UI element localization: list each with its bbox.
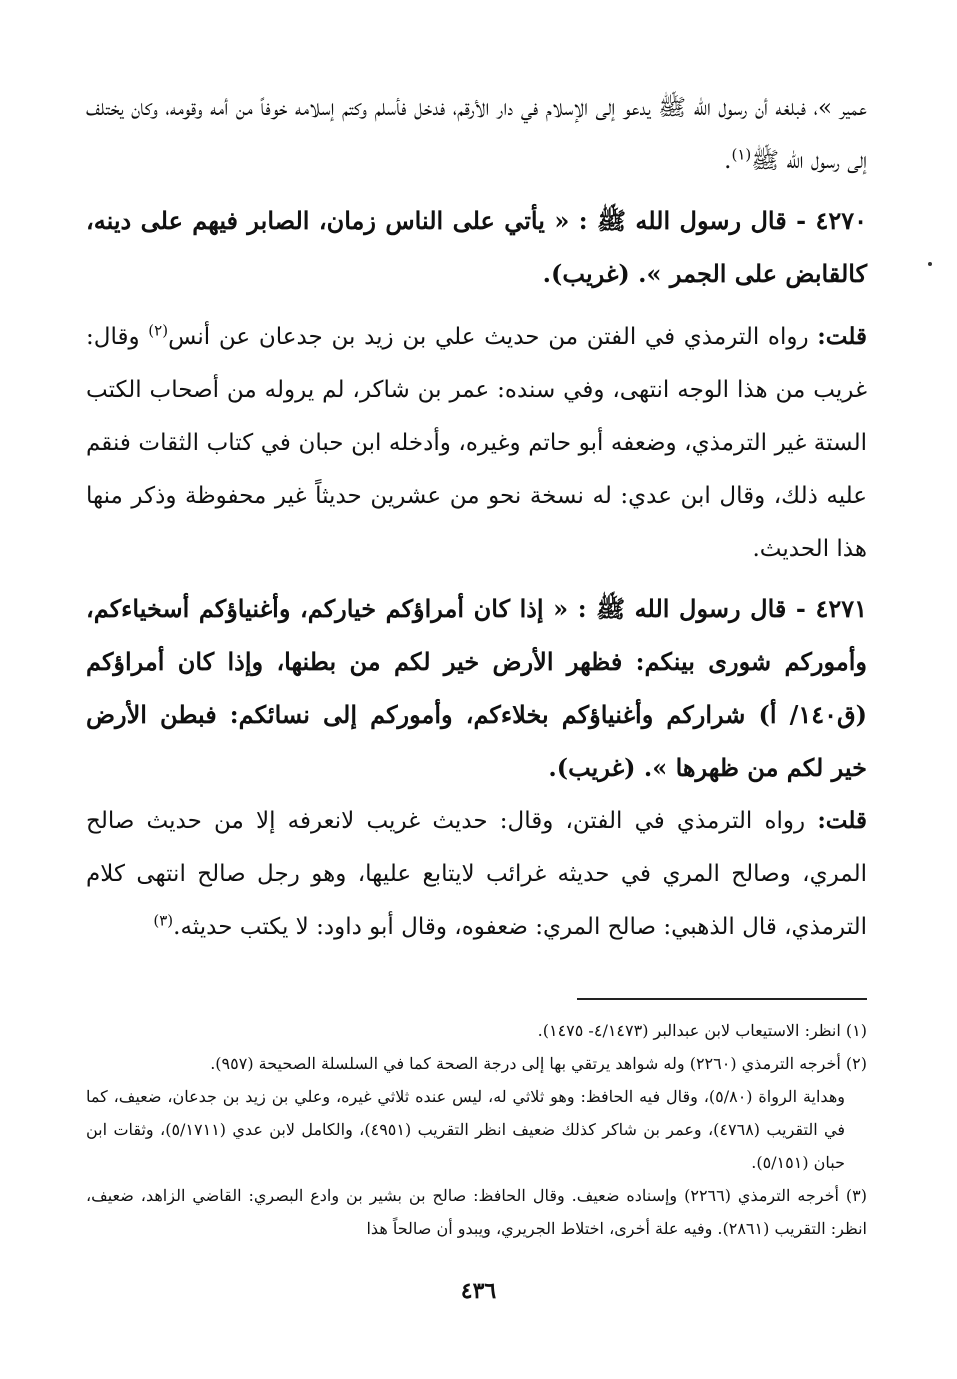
qult-label: قلت:	[817, 323, 867, 350]
continuation-line-1: عمير »، فبلغه أن رسول الله ﷺ يدعو إلى الإسلام في دار الأرقم، فدخل فأسلم وكتم	[342, 95, 867, 121]
footnote-2-continued: وهداية الرواة (٥/٨٠)، وقال فيه الحافظ: وهو ثلاثي له، ليس عنده ثلاثي غيره، وعلي بن زيد بن جدعان، ضعيف، كما في التقريب (٤٧٦٨)، وعمر بن شاكر كذلك ضعيف انظر التقريب (٤٩٥١)، والكامل لابن عدي (٥/١٧١١)، وثقات ابن حبان (٥/١٥١).	[86, 1087, 845, 1172]
hadith-4271: ٤٢٧١ - قال رسول الله ﷺ : « إذا كان أمراؤكم خياركم، وأغنياؤكم أسخياءكم، وأموركم شورى بينكم: فظهر الأرض خير لكم من بطنها، وإذا كان أمراؤكم (ق١٤٠/ أ) شراركم وأغنياؤكم بخلاءكم، وأموركم إلى نسائكم: فبطن الأرض خير لكم من ظهرها ». (غريب).	[86, 594, 867, 782]
continuation-paragraph	[86, 82, 867, 188]
qult-label: قلت:	[817, 807, 867, 834]
continuation-line-2: إسلامه خوفاً من أمه وقومه، وكان يختلف إلى رسول الله ﷺ	[86, 95, 867, 174]
footnotes	[86, 1014, 867, 1245]
footnote-1: (١) انظر: الاستيعاب لابن عبدالبر (٤/١٤٧٣- ١٤٧٥).	[537, 1021, 867, 1040]
footnote-3: (٣) أخرجه الترمذي (٢٢٦٦) وإسناده ضعيف. وقال الحافظ: صالح بن بشير بن وادع البصري: القاضي الزاهد، ضعيف، انظر: التقريب (٢٨٦١). وفيه علة أخرى، اختلاط الجريري، ويبدو أن صالحاً هذا	[86, 1186, 868, 1238]
footnote-2: (٢) أخرجه الترمذي (٢٢٦٠) وله شواهد يرتقي بها إلى درجة الصحة كما في السلسلة الصحيحة (٩٥٧).	[210, 1054, 867, 1073]
hadith-4270: ٤٢٧٠ - قال رسول الله ﷺ : « يأتي على الناس زمان، الصابر فيهم على دينه، كالقابض على الجمر ». (غريب).	[86, 206, 867, 288]
page-number: ٤٣٦	[460, 1278, 497, 1304]
commentary-4271-text: رواه الترمذي في الفتن، وقال: حديث غريب لانعرفه إلا من حديث صالح المري، وصالح المري في حديثه غرائب لايتابع عليها، وهو رجل صالح انتهى كلام الترمذي، قال الذهبي: صالح المري: ضعفوه، وقال أبو داود: لا يكتب حديثه.	[86, 808, 867, 940]
footnote-ref-1: (١)	[731, 145, 752, 164]
continuation-end: .	[724, 148, 732, 174]
commentary-4270-part-a: رواه الترمذي في الفتن من حديث علي بن زيد بن جدعان عن أنس	[168, 324, 818, 350]
commentary-4270-part-b: وقال: غريب من هذا الوجه انتهى، وفي سنده: عمر بن شاكر، لم يروله من أصحاب الكتب الستة غير الترمذي، وضعفه أبو حاتم وغيره، وأدخله ابن حبان في كتاب الثقات فنقم عليه ذلك، وقال ابن عدي: له نسخة نحو من عشرين حديثاً غير محفوظة وذكر منها هذا الحديث.	[86, 324, 867, 562]
footnote-divider	[577, 998, 867, 1000]
commentary-4270	[86, 310, 867, 576]
footnote-ref-3: (٣)	[153, 911, 174, 930]
footnote-ref-2: (٢)	[148, 321, 169, 340]
commentary-4271	[86, 794, 867, 954]
margin-dot	[928, 262, 932, 266]
